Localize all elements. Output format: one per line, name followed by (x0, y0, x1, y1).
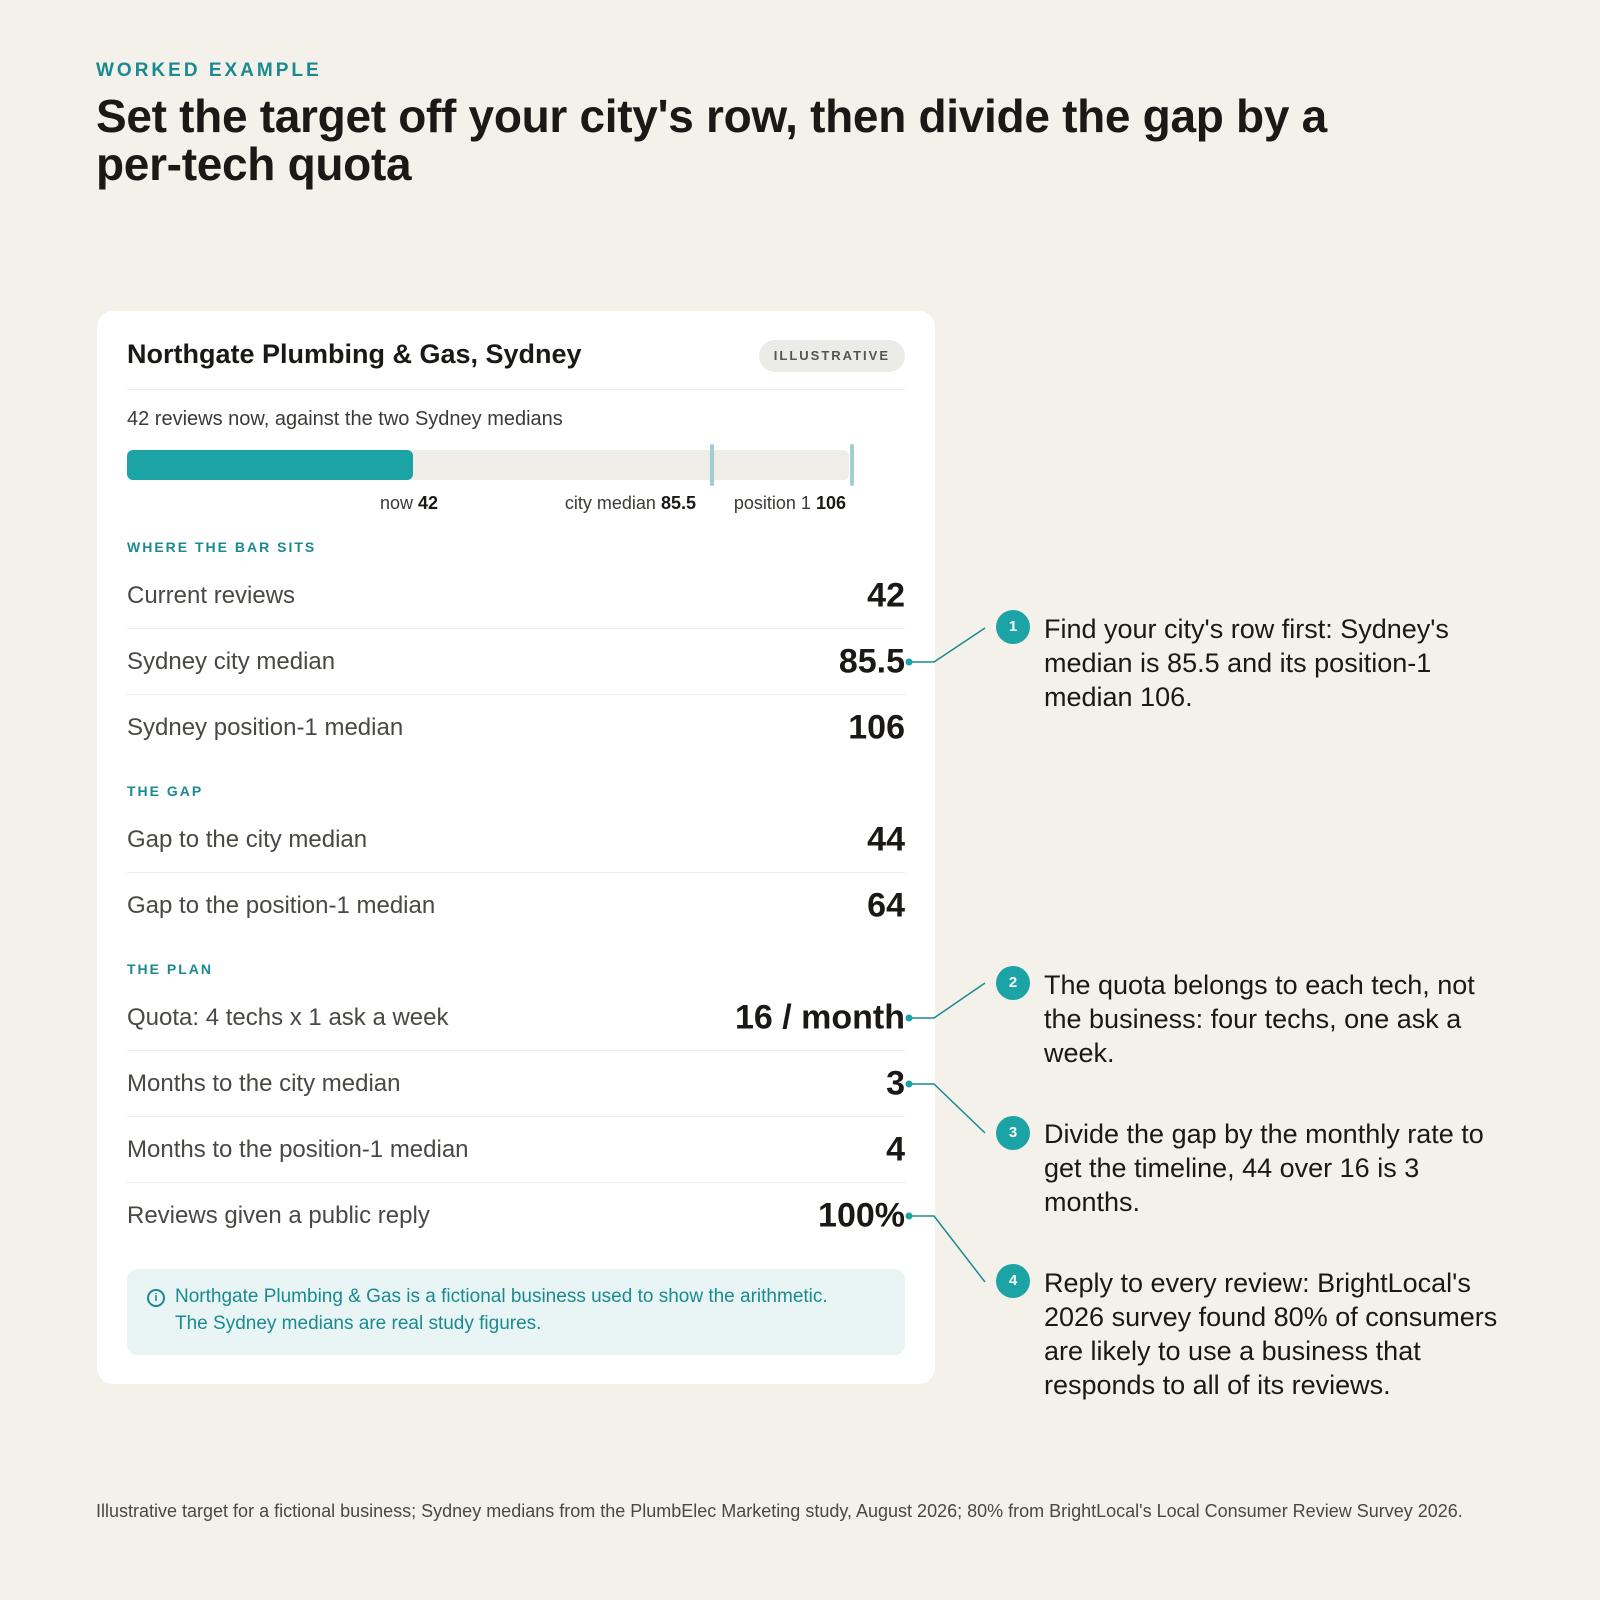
title-divider (127, 389, 905, 390)
marker-label-position-1: position 1 106 (733, 493, 846, 513)
callout-text-3: Divide the gap by the monthly rate to get the timeline, 44 over 16 is 3 months. (1044, 1119, 1484, 1217)
callout-text-4: Reply to every review: BrightLocal's 2026 survey found 80% of consumers are likely to use a business that responds to all of its reviews. (1044, 1268, 1498, 1400)
tick-city-median (710, 444, 714, 486)
row-label: Gap to the position-1 median (127, 892, 436, 919)
row-value: 106 (848, 708, 905, 747)
row-months-position-1 (127, 1117, 905, 1183)
progress-fill-current (127, 450, 413, 480)
row-current-reviews (127, 563, 905, 629)
callout-text-1: Find your city's row first: Sydney's median is 85.5 and its position-1 median 106. (1044, 614, 1449, 712)
row-value: 100% (818, 1196, 905, 1235)
progress-track (127, 450, 849, 480)
bar-caption: 42 reviews now, against the two Sydney medians (127, 408, 563, 430)
callout-text-2: The quota belongs to each tech, not the business: four techs, one ask a week. (1044, 970, 1475, 1068)
row-value: 85.5 (838, 642, 905, 680)
row-months-city-median (127, 1051, 905, 1117)
row-gap-city-median (127, 807, 905, 873)
row-label: Gap to the city median (127, 825, 368, 853)
page-title: Set the target off your city's row, then divide the gap by a per-tech quota (96, 90, 1327, 190)
row-value: 16 / month (734, 998, 905, 1036)
callout-badge-1: 1 (996, 610, 1030, 644)
row-label: Current reviews (127, 581, 296, 609)
illustrative-badge: ILLUSTRATIVE (759, 340, 905, 372)
row-value: 64 (867, 886, 905, 925)
tick-position-1 (850, 444, 854, 486)
row-value: 44 (867, 820, 905, 858)
marker-label-now: now 42 (379, 493, 439, 513)
row-city-median (127, 629, 905, 695)
callout-badge-4: 4 (996, 1264, 1030, 1298)
section-label-the-gap: THE GAP (127, 783, 204, 799)
row-label: Months to the city median (127, 1069, 401, 1097)
section-label-the-plan: THE PLAN (127, 961, 213, 977)
row-value: 3 (886, 1064, 905, 1102)
row-value: 4 (886, 1130, 905, 1168)
example-card (97, 311, 935, 1384)
row-quota (127, 985, 905, 1051)
source-footnote: Illustrative target for a fictional business; Sydney medians from the PlumbElec Marketing study, August 2026; 80% from BrightLocal's Local Consumer Review Survey 2026. (96, 1501, 1463, 1521)
row-label: Sydney city median (127, 647, 336, 675)
marker-label-city-median: city median 85.5 (564, 493, 696, 513)
row-public-reply (127, 1183, 905, 1249)
eyebrow-label: WORKED EXAMPLE (96, 60, 322, 81)
row-value: 42 (867, 576, 905, 614)
callout-badge-3: 3 (996, 1116, 1030, 1150)
row-label: Sydney position-1 median (127, 714, 404, 741)
row-label: Quota: 4 techs x 1 ask a week (127, 1003, 449, 1031)
section-label-where-bar-sits: WHERE THE BAR SITS (127, 539, 317, 555)
fictional-business-note (127, 1269, 905, 1355)
card-title: Northgate Plumbing & Gas, Sydney (127, 339, 582, 369)
note-text: Northgate Plumbing & Gas is a fictional business used to show the arithmetic. The Sydney medians are real study figures. (175, 1286, 828, 1334)
info-icon: i (147, 1289, 165, 1307)
row-label: Reviews given a public reply (127, 1202, 430, 1229)
row-position-1-median (127, 695, 905, 761)
row-gap-position-1 (127, 873, 905, 939)
callout-badge-2: 2 (996, 966, 1030, 1000)
row-label: Months to the position-1 median (127, 1135, 469, 1163)
